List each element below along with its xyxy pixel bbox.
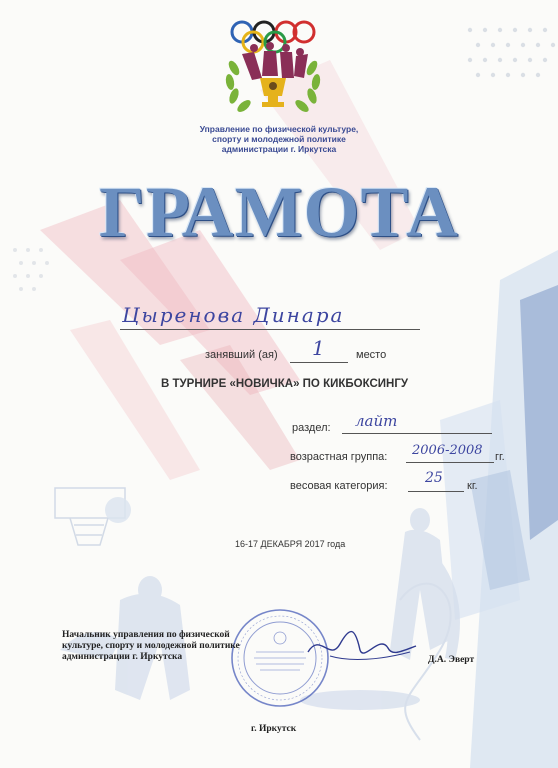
place-value: 1 — [312, 336, 325, 360]
organization-line-2: спорту и молодежной политике — [212, 134, 346, 144]
city: г. Иркутск — [251, 724, 297, 734]
place-label-before: занявший (ая) — [205, 349, 278, 361]
signatory-line-1: Начальник управления по физической — [62, 630, 230, 640]
section-label: раздел: — [292, 422, 331, 434]
recipient-name: Цыренова Динара — [122, 303, 345, 327]
place-label-after: место — [356, 349, 387, 361]
weight-category-value: 25 — [425, 470, 443, 486]
tournament-name: В ТУРНИРЕ «НОВИЧКА» ПО КИКБОКСИНГУ — [161, 378, 409, 390]
age-group-underline — [406, 462, 494, 463]
organization-line-3: администрации г. Иркутска — [221, 144, 337, 154]
weight-category-unit: кг. — [467, 480, 478, 492]
certificate-title: ГРАМОТА — [99, 172, 459, 252]
signatory-line-2: культуре, спорту и молодежной политике — [62, 641, 240, 651]
weight-category-underline — [408, 491, 464, 492]
age-group-unit: гг. — [495, 451, 505, 463]
signature — [300, 622, 420, 672]
emblem-logo — [212, 18, 334, 118]
event-date: 16-17 ДЕКАБРЯ 2017 года — [235, 539, 346, 549]
signatory-block — [62, 630, 240, 663]
organization-name — [150, 124, 408, 154]
signatory-name: Д.А. Эверт — [428, 655, 475, 665]
weight-category-label: весовая категория: — [290, 480, 388, 492]
age-group-label: возрастная группа: — [290, 451, 388, 463]
place-underline — [290, 362, 348, 363]
section-underline — [342, 433, 492, 434]
signatory-line-3: администрации г. Иркутска — [62, 652, 183, 662]
section-value: лайт — [355, 412, 398, 430]
name-underline — [120, 329, 420, 330]
organization-line-1: Управление по физической культуре, — [199, 124, 359, 134]
age-group-value: 2006-2008 — [412, 443, 483, 458]
